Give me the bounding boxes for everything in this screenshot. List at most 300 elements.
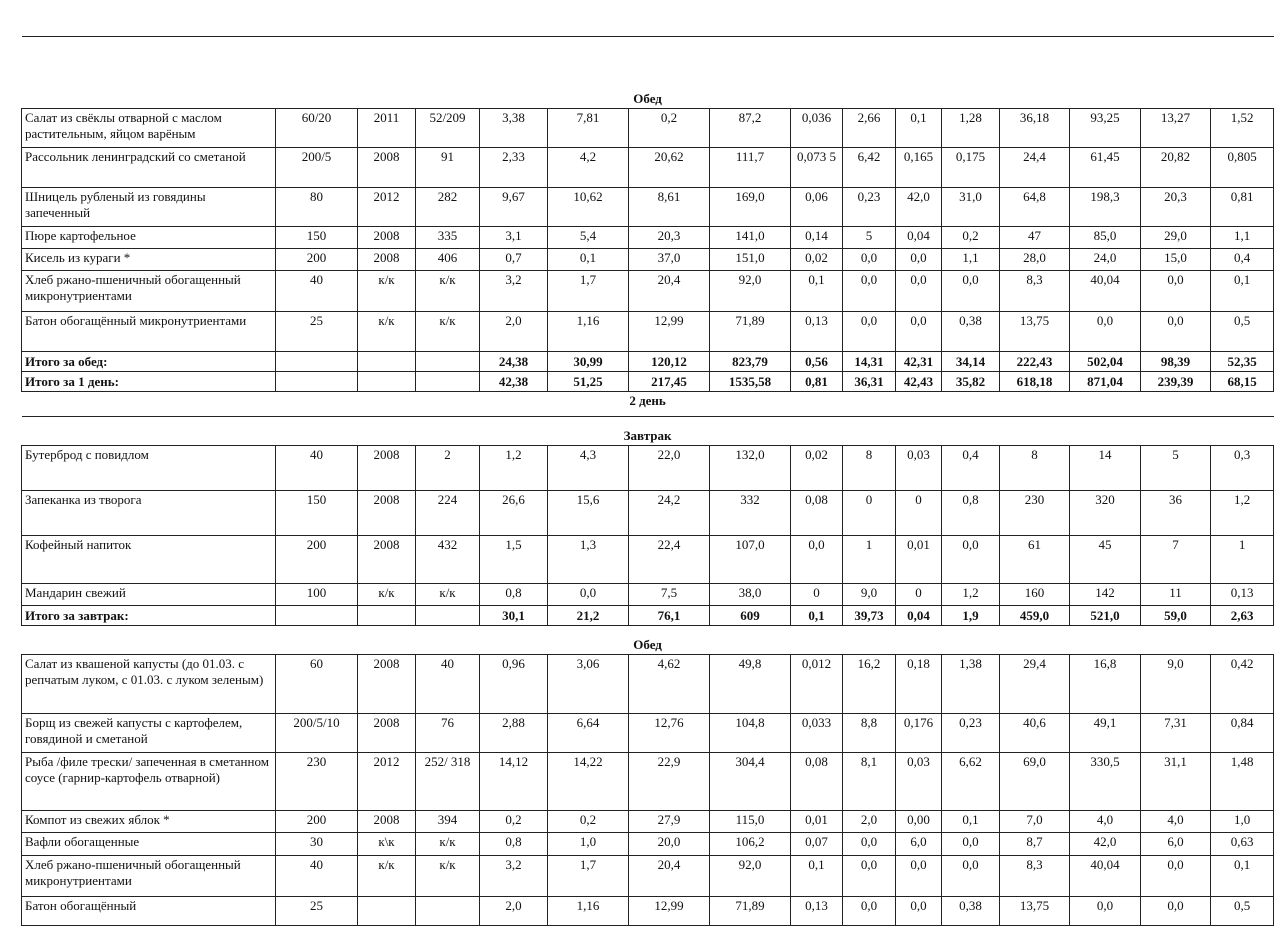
- value-cell: 0,8: [480, 833, 548, 856]
- value-cell: 20,3: [1141, 188, 1211, 227]
- value-cell: 29,0: [1141, 227, 1211, 249]
- value-cell: 200/5/10: [276, 714, 358, 753]
- value-cell: к/к: [358, 584, 416, 606]
- value-cell: 0,13: [1211, 584, 1274, 606]
- value-cell: 1,7: [548, 271, 629, 312]
- value-cell: 200: [276, 249, 358, 271]
- value-cell: 0,0: [1141, 897, 1211, 926]
- value-cell: 52/209: [416, 109, 480, 148]
- value-cell: 0,4: [942, 446, 1000, 491]
- value-cell: 252/ 318: [416, 753, 480, 811]
- value-cell: 111,7: [710, 148, 791, 188]
- value-cell: 92,0: [710, 271, 791, 312]
- value-cell: 0,1: [548, 249, 629, 271]
- value-cell: 1,48: [1211, 753, 1274, 811]
- menu-row: [22, 188, 1274, 227]
- total-value-cell: 823,79: [710, 352, 791, 372]
- dish-name-cell: Хлеб ржано-пшеничный обогащенный микронутриентами: [22, 271, 276, 312]
- dish-name-cell: Борщ из свежей капусты с картофелем, говядиной и сметаной: [22, 714, 276, 753]
- total-value-cell: 0,04: [896, 606, 942, 626]
- menu-row: [22, 227, 1274, 249]
- value-cell: 0,08: [791, 491, 843, 536]
- value-cell: 0,42: [1211, 655, 1274, 714]
- value-cell: [358, 897, 416, 926]
- value-cell: 4,3: [548, 446, 629, 491]
- value-cell: 2008: [358, 249, 416, 271]
- value-cell: 2012: [358, 753, 416, 811]
- value-cell: 11: [1141, 584, 1211, 606]
- value-cell: 3,2: [480, 856, 548, 897]
- value-cell: 2008: [358, 655, 416, 714]
- menu-row: [22, 811, 1274, 833]
- value-cell: 2,66: [843, 109, 896, 148]
- value-cell: 107,0: [710, 536, 791, 584]
- value-cell: 0,0: [942, 856, 1000, 897]
- value-cell: 16,2: [843, 655, 896, 714]
- menu-row: [22, 271, 1274, 312]
- value-cell: 8: [1000, 446, 1070, 491]
- total-value-cell: 2,63: [1211, 606, 1274, 626]
- value-cell: 2011: [358, 109, 416, 148]
- value-cell: к/к: [416, 312, 480, 352]
- total-value-cell: [416, 606, 480, 626]
- value-cell: 69,0: [1000, 753, 1070, 811]
- value-cell: 150: [276, 227, 358, 249]
- dish-name-cell: Бутерброд с повидлом: [22, 446, 276, 491]
- value-cell: 3,1: [480, 227, 548, 249]
- value-cell: 47: [1000, 227, 1070, 249]
- value-cell: 7,5: [629, 584, 710, 606]
- value-cell: 30: [276, 833, 358, 856]
- value-cell: 1,38: [942, 655, 1000, 714]
- value-cell: 27,9: [629, 811, 710, 833]
- value-cell: 1,28: [942, 109, 1000, 148]
- total-row: [22, 352, 1274, 372]
- value-cell: 0,23: [942, 714, 1000, 753]
- value-cell: 8,61: [629, 188, 710, 227]
- value-cell: 406: [416, 249, 480, 271]
- value-cell: 38,0: [710, 584, 791, 606]
- menu-table: [21, 90, 1274, 926]
- value-cell: 61: [1000, 536, 1070, 584]
- value-cell: 0,07: [791, 833, 843, 856]
- value-cell: к/к: [358, 856, 416, 897]
- value-cell: 0,13: [791, 312, 843, 352]
- value-cell: 132,0: [710, 446, 791, 491]
- value-cell: 2012: [358, 188, 416, 227]
- value-cell: 1,3: [548, 536, 629, 584]
- value-cell: 16,8: [1070, 655, 1141, 714]
- value-cell: 0,0: [942, 833, 1000, 856]
- value-cell: 4,0: [1070, 811, 1141, 833]
- value-cell: 60: [276, 655, 358, 714]
- total-value-cell: 35,82: [942, 372, 1000, 392]
- value-cell: 37,0: [629, 249, 710, 271]
- value-cell: 0,0: [896, 312, 942, 352]
- value-cell: 0,1: [791, 856, 843, 897]
- value-cell: 1,2: [480, 446, 548, 491]
- value-cell: 10,62: [548, 188, 629, 227]
- value-cell: 7,0: [1000, 811, 1070, 833]
- value-cell: 24,0: [1070, 249, 1141, 271]
- value-cell: 2008: [358, 714, 416, 753]
- value-cell: к/к: [416, 856, 480, 897]
- section-heading-row: [22, 417, 1274, 446]
- value-cell: 40,04: [1070, 856, 1141, 897]
- value-cell: 3,2: [480, 271, 548, 312]
- value-cell: 5: [843, 227, 896, 249]
- total-value-cell: 0,56: [791, 352, 843, 372]
- total-value-cell: 68,15: [1211, 372, 1274, 392]
- value-cell: 282: [416, 188, 480, 227]
- value-cell: 0,13: [791, 897, 843, 926]
- total-value-cell: 1,9: [942, 606, 1000, 626]
- value-cell: 2,0: [480, 312, 548, 352]
- dish-name-cell: Салат из свёклы отварной с маслом растительным, яйцом варёным: [22, 109, 276, 148]
- total-value-cell: 98,39: [1141, 352, 1211, 372]
- total-value-cell: [276, 372, 358, 392]
- value-cell: 0,0: [1070, 897, 1141, 926]
- value-cell: к/к: [416, 271, 480, 312]
- value-cell: 0,96: [480, 655, 548, 714]
- value-cell: 0,3: [1211, 446, 1274, 491]
- total-value-cell: 76,1: [629, 606, 710, 626]
- value-cell: 6,64: [548, 714, 629, 753]
- value-cell: 8,7: [1000, 833, 1070, 856]
- value-cell: 0,06: [791, 188, 843, 227]
- value-cell: 24,2: [629, 491, 710, 536]
- dish-name-cell: Рассольник ленинградский со сметаной: [22, 148, 276, 188]
- value-cell: 160: [1000, 584, 1070, 606]
- menu-row: [22, 249, 1274, 271]
- dish-name-cell: Батон обогащённый микронутриентами: [22, 312, 276, 352]
- total-value-cell: 871,04: [1070, 372, 1141, 392]
- value-cell: 91: [416, 148, 480, 188]
- value-cell: 0,5: [1211, 312, 1274, 352]
- value-cell: 0,0: [843, 833, 896, 856]
- dish-name-cell: Салат из квашеной капусты (до 01.03. с репчатым луком, с 01.03. с луком зеленым): [22, 655, 276, 714]
- total-label-cell: Итого за 1 день:: [22, 372, 276, 392]
- menu-row: [22, 584, 1274, 606]
- value-cell: 0,14: [791, 227, 843, 249]
- value-cell: 13,27: [1141, 109, 1211, 148]
- value-cell: 20,0: [629, 833, 710, 856]
- value-cell: 40,6: [1000, 714, 1070, 753]
- value-cell: 31,1: [1141, 753, 1211, 811]
- value-cell: 5: [1141, 446, 1211, 491]
- menu-row: [22, 491, 1274, 536]
- value-cell: 71,89: [710, 897, 791, 926]
- menu-row: [22, 312, 1274, 352]
- value-cell: 15,0: [1141, 249, 1211, 271]
- value-cell: 25: [276, 897, 358, 926]
- value-cell: 26,6: [480, 491, 548, 536]
- value-cell: 20,4: [629, 271, 710, 312]
- value-cell: 49,1: [1070, 714, 1141, 753]
- total-value-cell: 609: [710, 606, 791, 626]
- dish-name-cell: Компот из свежих яблок *: [22, 811, 276, 833]
- total-value-cell: 34,14: [942, 352, 1000, 372]
- menu-row: [22, 856, 1274, 897]
- value-cell: 2008: [358, 446, 416, 491]
- value-cell: 28,0: [1000, 249, 1070, 271]
- value-cell: 14: [1070, 446, 1141, 491]
- value-cell: 0,0: [896, 249, 942, 271]
- value-cell: 0,02: [791, 446, 843, 491]
- value-cell: 20,3: [629, 227, 710, 249]
- value-cell: 0,2: [480, 811, 548, 833]
- section-heading: Обед: [22, 626, 1274, 655]
- value-cell: 0,1: [942, 811, 1000, 833]
- total-value-cell: 217,45: [629, 372, 710, 392]
- dish-name-cell: Рыба /филе трески/ запеченная в сметанном соусе (гарнир-картофель отварной): [22, 753, 276, 811]
- value-cell: 87,2: [710, 109, 791, 148]
- value-cell: 198,3: [1070, 188, 1141, 227]
- value-cell: 0,5: [1211, 897, 1274, 926]
- value-cell: [416, 897, 480, 926]
- total-value-cell: 30,1: [480, 606, 548, 626]
- total-value-cell: [276, 352, 358, 372]
- value-cell: 0,8: [942, 491, 1000, 536]
- value-cell: 0,1: [1211, 856, 1274, 897]
- value-cell: 40: [276, 271, 358, 312]
- value-cell: 15,6: [548, 491, 629, 536]
- value-cell: 200/5: [276, 148, 358, 188]
- value-cell: 0,03: [896, 753, 942, 811]
- value-cell: 8,3: [1000, 271, 1070, 312]
- value-cell: 0,38: [942, 312, 1000, 352]
- total-value-cell: 51,25: [548, 372, 629, 392]
- value-cell: 1: [843, 536, 896, 584]
- value-cell: 115,0: [710, 811, 791, 833]
- value-cell: 1: [1211, 536, 1274, 584]
- value-cell: 0,176: [896, 714, 942, 753]
- total-label-cell: Итого за обед:: [22, 352, 276, 372]
- menu-row: [22, 536, 1274, 584]
- total-value-cell: 36,31: [843, 372, 896, 392]
- value-cell: 0,0: [896, 897, 942, 926]
- total-value-cell: 120,12: [629, 352, 710, 372]
- value-cell: 0,01: [791, 811, 843, 833]
- menu-row: [22, 446, 1274, 491]
- value-cell: 1,0: [548, 833, 629, 856]
- value-cell: 1,0: [1211, 811, 1274, 833]
- dish-name-cell: Шницель рубленый из говядины запеченный: [22, 188, 276, 227]
- total-value-cell: [358, 606, 416, 626]
- value-cell: 1,16: [548, 312, 629, 352]
- total-row: [22, 372, 1274, 392]
- total-value-cell: 521,0: [1070, 606, 1141, 626]
- value-cell: 0,0: [1141, 312, 1211, 352]
- value-cell: 304,4: [710, 753, 791, 811]
- value-cell: 2008: [358, 536, 416, 584]
- value-cell: 4,2: [548, 148, 629, 188]
- value-cell: 76: [416, 714, 480, 753]
- value-cell: 0,08: [791, 753, 843, 811]
- value-cell: 40,04: [1070, 271, 1141, 312]
- value-cell: 1,5: [480, 536, 548, 584]
- total-value-cell: 21,2: [548, 606, 629, 626]
- value-cell: 1,2: [1211, 491, 1274, 536]
- value-cell: 0,04: [896, 227, 942, 249]
- value-cell: 22,9: [629, 753, 710, 811]
- value-cell: 0,0: [1070, 312, 1141, 352]
- value-cell: 230: [276, 753, 358, 811]
- value-cell: 20,62: [629, 148, 710, 188]
- value-cell: к\к: [358, 833, 416, 856]
- section-heading-row: [22, 626, 1274, 655]
- value-cell: 45: [1070, 536, 1141, 584]
- value-cell: 2008: [358, 491, 416, 536]
- value-cell: 9,0: [843, 584, 896, 606]
- value-cell: 0,0: [896, 271, 942, 312]
- value-cell: к/к: [358, 271, 416, 312]
- value-cell: 2,88: [480, 714, 548, 753]
- total-value-cell: [276, 606, 358, 626]
- value-cell: 0,2: [548, 811, 629, 833]
- total-value-cell: 502,04: [1070, 352, 1141, 372]
- dish-name-cell: Пюре картофельное: [22, 227, 276, 249]
- value-cell: 2008: [358, 811, 416, 833]
- value-cell: 6,62: [942, 753, 1000, 811]
- value-cell: 1,7: [548, 856, 629, 897]
- value-cell: 0,0: [843, 897, 896, 926]
- total-value-cell: 0,81: [791, 372, 843, 392]
- value-cell: 80: [276, 188, 358, 227]
- value-cell: 0,0: [843, 856, 896, 897]
- value-cell: 0,7: [480, 249, 548, 271]
- value-cell: 3,38: [480, 109, 548, 148]
- menu-row: [22, 897, 1274, 926]
- value-cell: 6,0: [1141, 833, 1211, 856]
- value-cell: 1,1: [1211, 227, 1274, 249]
- value-cell: 8,1: [843, 753, 896, 811]
- total-value-cell: 30,99: [548, 352, 629, 372]
- value-cell: 0: [896, 584, 942, 606]
- total-value-cell: 42,31: [896, 352, 942, 372]
- value-cell: 0,0: [791, 536, 843, 584]
- value-cell: 104,8: [710, 714, 791, 753]
- value-cell: к/к: [358, 312, 416, 352]
- value-cell: 0,02: [791, 249, 843, 271]
- total-value-cell: 239,39: [1141, 372, 1211, 392]
- value-cell: 14,22: [548, 753, 629, 811]
- value-cell: 5,4: [548, 227, 629, 249]
- value-cell: 0,0: [1141, 856, 1211, 897]
- value-cell: 93,25: [1070, 109, 1141, 148]
- value-cell: 36,18: [1000, 109, 1070, 148]
- value-cell: 36: [1141, 491, 1211, 536]
- value-cell: 49,8: [710, 655, 791, 714]
- value-cell: 9,67: [480, 188, 548, 227]
- value-cell: к/к: [416, 833, 480, 856]
- value-cell: 12,76: [629, 714, 710, 753]
- value-cell: 141,0: [710, 227, 791, 249]
- value-cell: 0,012: [791, 655, 843, 714]
- value-cell: 0: [843, 491, 896, 536]
- value-cell: 2008: [358, 148, 416, 188]
- total-value-cell: 39,73: [843, 606, 896, 626]
- value-cell: 0,165: [896, 148, 942, 188]
- value-cell: 4,62: [629, 655, 710, 714]
- value-cell: 224: [416, 491, 480, 536]
- value-cell: 2,33: [480, 148, 548, 188]
- value-cell: 100: [276, 584, 358, 606]
- value-cell: 40: [416, 655, 480, 714]
- value-cell: 85,0: [1070, 227, 1141, 249]
- value-cell: 1,2: [942, 584, 1000, 606]
- dish-name-cell: Батон обогащённый: [22, 897, 276, 926]
- value-cell: 42,0: [896, 188, 942, 227]
- value-cell: 169,0: [710, 188, 791, 227]
- value-cell: 2,0: [843, 811, 896, 833]
- value-cell: 42,0: [1070, 833, 1141, 856]
- value-cell: к/к: [416, 584, 480, 606]
- value-cell: 0,63: [1211, 833, 1274, 856]
- value-cell: 0,18: [896, 655, 942, 714]
- dish-name-cell: Вафли обогащенные: [22, 833, 276, 856]
- value-cell: 61,45: [1070, 148, 1141, 188]
- value-cell: 200: [276, 811, 358, 833]
- value-cell: 60/20: [276, 109, 358, 148]
- value-cell: 25: [276, 312, 358, 352]
- value-cell: 0,1: [791, 271, 843, 312]
- value-cell: 0,2: [629, 109, 710, 148]
- total-value-cell: 52,35: [1211, 352, 1274, 372]
- total-value-cell: 24,38: [480, 352, 548, 372]
- value-cell: 40: [276, 856, 358, 897]
- value-cell: 2,0: [480, 897, 548, 926]
- value-cell: 1,1: [942, 249, 1000, 271]
- value-cell: 394: [416, 811, 480, 833]
- value-cell: 29,4: [1000, 655, 1070, 714]
- value-cell: 20,82: [1141, 148, 1211, 188]
- value-cell: 40: [276, 446, 358, 491]
- value-cell: 7: [1141, 536, 1211, 584]
- value-cell: 6,0: [896, 833, 942, 856]
- value-cell: 71,89: [710, 312, 791, 352]
- value-cell: 335: [416, 227, 480, 249]
- value-cell: 0,1: [1211, 271, 1274, 312]
- value-cell: 0,036: [791, 109, 843, 148]
- menu-row: [22, 148, 1274, 188]
- value-cell: 0,073 5: [791, 148, 843, 188]
- value-cell: 0,0: [843, 312, 896, 352]
- value-cell: 0,84: [1211, 714, 1274, 753]
- value-cell: 230: [1000, 491, 1070, 536]
- menu-row: [22, 714, 1274, 753]
- value-cell: 31,0: [942, 188, 1000, 227]
- value-cell: 8: [843, 446, 896, 491]
- section-heading-row: [22, 90, 1274, 109]
- value-cell: 332: [710, 491, 791, 536]
- value-cell: 320: [1070, 491, 1141, 536]
- value-cell: 200: [276, 536, 358, 584]
- value-cell: 330,5: [1070, 753, 1141, 811]
- value-cell: 4,0: [1141, 811, 1211, 833]
- value-cell: 7,31: [1141, 714, 1211, 753]
- value-cell: 0,01: [896, 536, 942, 584]
- value-cell: 0: [791, 584, 843, 606]
- value-cell: 1,16: [548, 897, 629, 926]
- menu-row: [22, 833, 1274, 856]
- value-cell: 8,3: [1000, 856, 1070, 897]
- total-value-cell: 14,31: [843, 352, 896, 372]
- total-label-cell: Итого за завтрак:: [22, 606, 276, 626]
- value-cell: 432: [416, 536, 480, 584]
- dish-name-cell: Запеканка из творога: [22, 491, 276, 536]
- value-cell: 8,8: [843, 714, 896, 753]
